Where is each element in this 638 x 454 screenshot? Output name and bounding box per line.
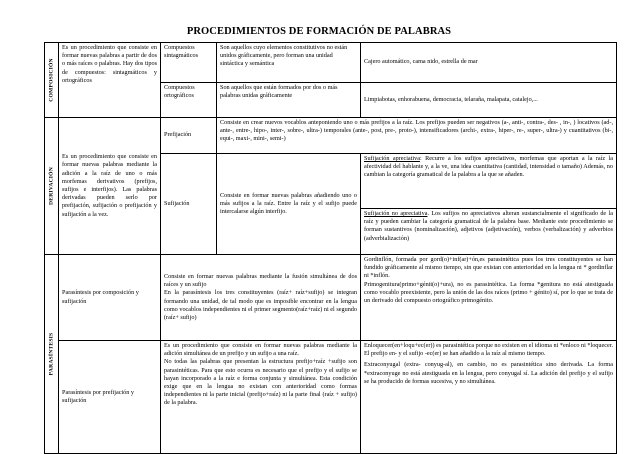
definition-cell	[161, 255, 361, 341]
sufijacion-apreciativa-text: : Recurre a los sufijos apreciativos, morfemas que aportan a la raíz la afectividad del hablante y, a la ve, una idea cuantitativa (cantidad, intensidad o tamaño) Además, no cambian la categoría gramatical de la palabra a la que se añaden.	[364, 155, 613, 179]
type-cell: Parasíntesis por composición y sufijación	[59, 255, 161, 341]
sufijacion-no-apreciativa-text: . Los sufijos no apreciativos alteran sustancialmente el significado de la raíz y pueden cambiar la categoría gramatical de la palabra base. Mediante este procedimiento se forman sustantivos (nominalización), adjetivos (adjetivación), verbos (verbalización) y adverbios (adverbialización)	[364, 210, 613, 242]
definition-cell: Son aquellos cuyo elementos constitutivos no están unidos gráficamente, pero forman una unidad sintáctica y semántica	[217, 43, 361, 83]
definition-cell: Son aquellos que están formados por dos o más palabras unidas gráficamente	[217, 83, 361, 118]
sufijacion-definition: Consiste en formar nuevas palabras añadiendo uno o más sufijos a la raíz. Entre la raíz y el sufijo puede intercalarse algún interfijo.	[217, 154, 361, 255]
example-cell	[361, 255, 617, 341]
derivacion-description: Es un procedimiento que consiste en formar nuevas palabras mediante la adición a la raíz de uno o más morfemas derivativos (prefijos, sufijos e interfijos). Las palabras derivadas pueden serlo por prefijación, sufijación o prefijación y sufijación a la vez.	[59, 118, 161, 255]
table-row	[45, 341, 617, 454]
definition-cell	[161, 341, 361, 454]
definition-line: Es un procedimiento que consiste en formar nuevas palabras mediante la adición simultánea de un prefijo y un sufijo a una raíz.	[164, 342, 357, 358]
definition-line: No todas las palabras que presentan la estructura prefijo+raíz +sufijo son parasintéticas. Para que esto ocurra es necesario que el prefijo y el sufijo se hayan incorporado a la raíz e forma conjunta y simultánea. Esta condición exige que en la lengua no existan con anterioridad como formas independientes ni la parte inicial (prefijo+raíz) ni la parte final (raíz + sufijo) de la palabra.	[164, 358, 357, 407]
sufijacion-apreciativa	[361, 154, 617, 209]
type-cell: Parasíntesis por prefijación y sufijación	[59, 341, 161, 454]
sufijacion-apreciativa-label: Sufijación apreciativa	[364, 155, 420, 162]
table-row	[45, 118, 617, 154]
sufijacion-no-apreciativa-label: Sufijación no apreciativa	[364, 210, 428, 217]
section-label-derivacion: DERIVACIÓN	[45, 118, 59, 255]
composicion-description: Es un procedimiento que consiste en formar nuevas palabras a partir de dos o más raíces o palabras. Hay dos tipos de compuestos: sintagmáticos y ortográficos	[59, 43, 161, 118]
formation-table	[44, 42, 617, 454]
definition-line: En la parasíntesis los tres constituyentes (raíz+ raíz+sufijo) se integran formando una unidad, de tal modo que es imposible encontrar en la lengua como vocablos independientes ni el primer segmento(raíz+raíz) ni el segundo (raíz+ sufijo)	[164, 289, 357, 321]
type-cell: Sufijación	[161, 154, 217, 255]
example-cell: Limpiabotas, enhorabuena, democracia, telaraña, malapata, catalejo,...	[361, 83, 617, 118]
section-label-parasintesis: PARASÍNTESIS	[45, 255, 59, 454]
page-title: PROCEDIMIENTOS DE FORMACIÓN DE PALABRAS	[186, 26, 452, 37]
type-cell: Prefijación	[161, 118, 217, 154]
example-line: Primogenitura(primo+génit(o)+ura), no es parasintética. La forma *genitura no está atestiguada como vocablo preexistente, pero la unión de las dos raíces (primo + génito) sí, por lo que se trata de un derivado del compuesto ortográfico primogénito.	[364, 280, 613, 304]
example-line: Extraconyugal (extra- conyug-al), en cambio, no es parasintética sino derivada. La forma *extraconyuge no está atestiguada en la lengua, pero conyugal sí. La adición del prefijo y el sufijo se ha producido de formas sucesiva, y no simultánea.	[364, 361, 613, 385]
example-line: Gordinflón, formada por gord(o)+inf(ar)+ón,es parasintética pues los tres constituyentes se han fundido gráficamente al mismo tiempo, sin que existan con anterioridad en la lengua ni * gordinflar ni *inflón.	[364, 256, 613, 280]
example-cell	[361, 341, 617, 454]
table-row	[45, 255, 617, 341]
example-cell: Cajero automático, cama nido, estrella de mar	[361, 43, 617, 83]
type-cell: Compuestos ortográficos	[161, 83, 217, 118]
example-line: Enloquecer(en+loqu+ec(er)) es parasintética porque no existen en el idioma ni *enloco ni *loquecer. El prefijo en- y el sufijo -ec(er) se han añadido a la raíz al mismo tiempo.	[364, 342, 613, 358]
section-label-composicion: COMPOSICIÓN	[45, 43, 59, 118]
table-row	[45, 43, 617, 83]
prefijacion-definition: Consiste en crear nuevos vocablos anteponiendo uno o más prefijos a la raíz. Los prefijos pueden ser negativos (a-, anti-, contra-, des- , in-, ) locativos (ad-, ante-, entre-, hipo-, inter-, sobre-, ultra-) temporales (ante-, post, pre-, proto-), intensificadores (archi-, extra-, hiper-, re-, super-, ultra-) y cuantitativos (bi-, equi-, maxi-, mini-, semi-)	[217, 118, 617, 154]
sufijacion-no-apreciativa	[361, 209, 617, 255]
type-cell: Compuestos sintagmáticos	[161, 43, 217, 83]
definition-line: Consiste en formar nuevas palabras mediante la fusión simultánea de dos raíces y un sufijo	[164, 272, 357, 289]
